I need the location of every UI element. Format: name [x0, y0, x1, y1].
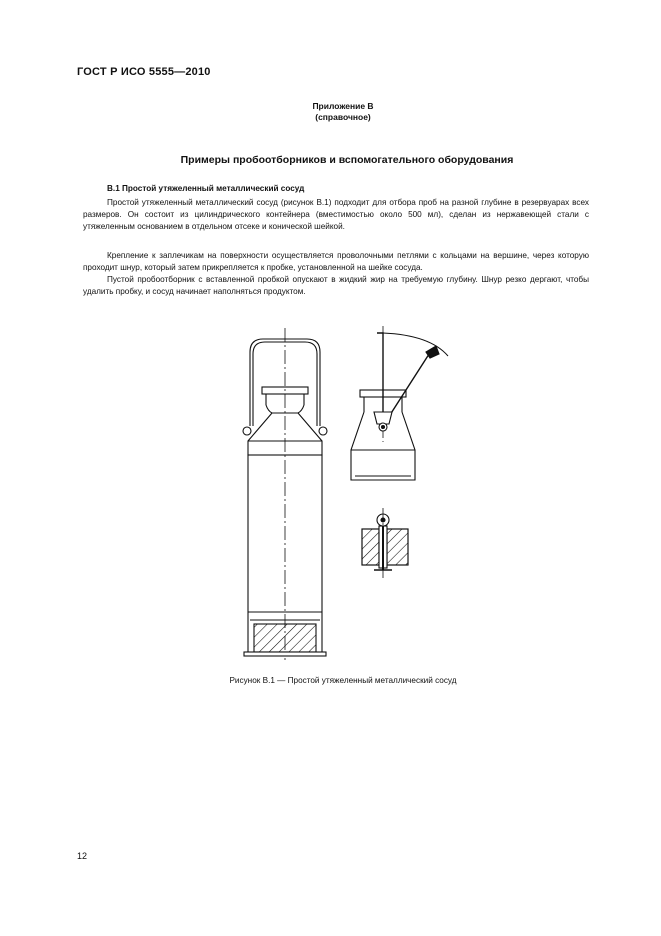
weighted-base	[254, 624, 316, 652]
page-number: 12	[77, 851, 88, 861]
paragraph-3-text: Пустой пробоотборник с вставленной пробкой опускают в жидкий жир на требуемую глубину. Шнур резко дергают, чтобы удалить пробку, и сосуд начинает наполняться продуктом.	[83, 275, 589, 296]
sampler-vessel	[243, 328, 327, 660]
figure-caption-wrap	[0, 676, 661, 685]
document-header: ГОСТ Р ИСО 5555—2010	[77, 66, 211, 78]
page-title: Примеры пробоотборников и вспомогательного оборудования	[180, 154, 514, 166]
neck-section	[351, 326, 448, 480]
lug-right	[319, 427, 327, 435]
figure-caption: Рисунок В.1 — Простой утяжеленный металлический сосуд	[229, 676, 457, 685]
paragraph-1-text: Простой утяжеленный металлический сосуд (рисунок В.1) подходит для отбора проб на разной глубине в резервуарах всех размеров. Он состоит из цилиндрического контейнера (вместимостью около 500 мл), сделан из нержавеющей стали с утяжеленным основанием в отдельном отсеке и конической шейкой.	[83, 198, 589, 231]
paragraph-2-text: Крепление к заплечикам на поверхности осуществляется проволочными петлями с кольцами на вершине, через которую проходит шнур, который затем прикрепляется к пробке, установленной на шейке сосуда.	[83, 251, 589, 272]
section-heading: В.1 Простой утяжеленный металлический сосуд	[107, 184, 305, 193]
annex-title: Приложение В	[312, 101, 374, 111]
annex-note: (справочное)	[315, 112, 371, 122]
stopper-detail	[362, 508, 408, 578]
lug-left	[243, 427, 251, 435]
